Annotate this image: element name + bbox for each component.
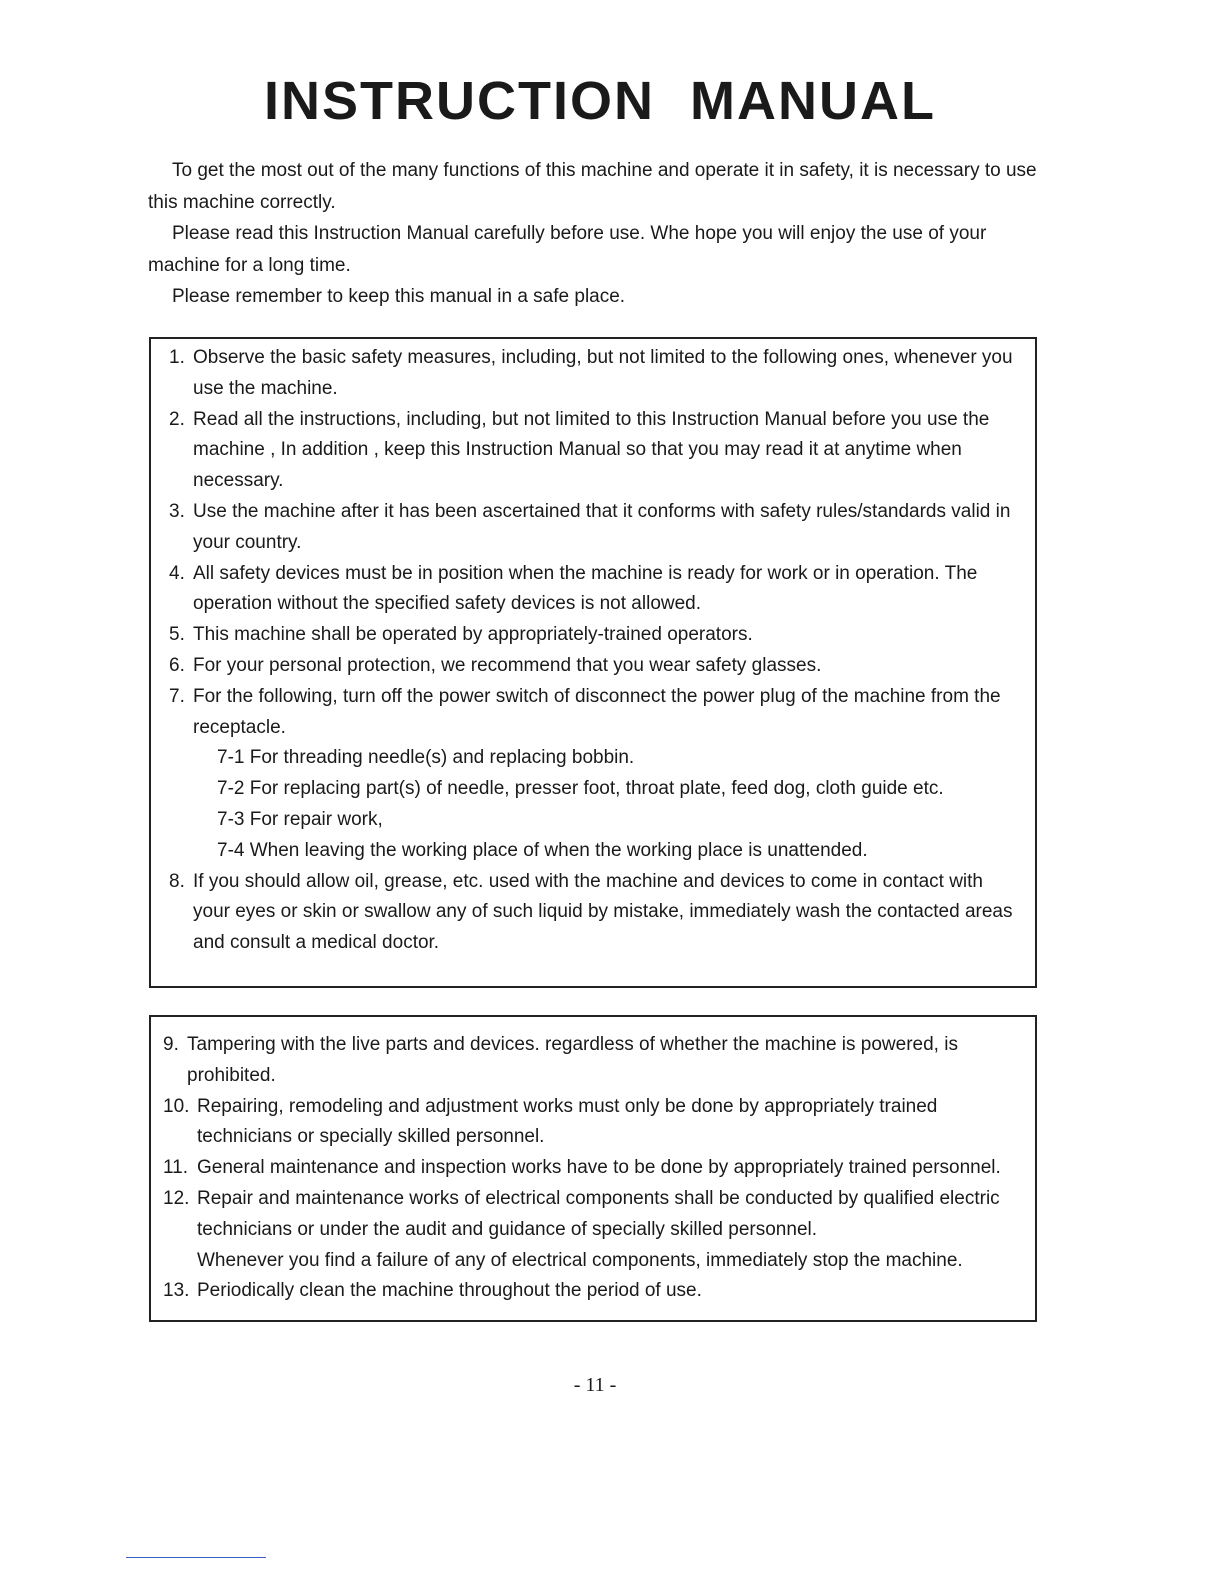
sub-item: 7-4 When leaving the working place of when the working place is unattended. [217, 839, 868, 861]
page-title: INSTRUCTION MANUAL [264, 71, 936, 131]
list-item [169, 343, 1023, 405]
item-text: For the following, turn off the power switch of disconnect the power plug of the machine from the receptacle. [193, 685, 1001, 738]
list-item [169, 651, 1023, 682]
page-number: - 11 - [573, 1374, 617, 1396]
item-text: Periodically clean the machine throughout the period of use. [197, 1280, 702, 1302]
intro-paragraph: To get the most out of the many functions of this machine and operate it in safety, it is necessary to use this machine correctly. [148, 160, 1037, 213]
list-item [163, 1030, 1023, 1092]
item-text: All safety devices must be in position when the machine is ready for work or in operation. The operation without the specified safety devices is not allowed. [193, 562, 978, 615]
item-number: 13. [163, 1280, 190, 1302]
list-item [169, 497, 1023, 559]
sub-item: 7-3 For repair work, [217, 808, 383, 830]
safety-box-1 [149, 337, 1037, 988]
item-text: Observe the basic safety measures, including, but not limited to the following ones, whenever you use the machine. [193, 347, 1013, 399]
intro-text [148, 155, 1040, 313]
list-item [169, 682, 1023, 867]
list-item [163, 1153, 1023, 1184]
item-text: Use the machine after it has been ascertained that it conforms with safety rules/standards valid in your country. [193, 500, 1011, 553]
item-number: 10. [163, 1095, 190, 1117]
list-item [169, 559, 1023, 621]
intro-paragraph: Please read this Instruction Manual carefully before use. Whe hope you will enjoy the use of your machine for a long time. [148, 223, 987, 276]
safety-box-2 [149, 1015, 1037, 1322]
list-item [169, 405, 1023, 497]
item-text: Tampering with the live parts and devices. regardless of whether the machine is powered, is prohibited. [187, 1034, 958, 1086]
list-item [163, 1184, 1023, 1276]
item-number: 1. [169, 347, 185, 368]
list-item [163, 1092, 1023, 1154]
item-text: For your personal protection, we recommend that you wear safety glasses. [193, 654, 822, 676]
item-text: Repair and maintenance works of electrical components shall be conducted by qualified electric technicians or under the audit and guidance of specially skilled personnel. [197, 1187, 1000, 1240]
item-text: If you should allow oil, grease, etc. used with the machine and devices to come in contact with your eyes or skin or swallow any of such liquid by mistake, immediately wash the contacted areas and consult a medical doctor. [193, 870, 1013, 954]
item-number: 7. [169, 685, 185, 707]
item-text-continued: Whenever you find a failure of any of electrical components, immediately stop the machine. [197, 1249, 963, 1271]
list-item [169, 620, 1023, 651]
item-number: 2. [169, 408, 185, 430]
item-number: 8. [169, 870, 185, 892]
item-text: Read all the instructions, including, but not limited to this Instruction Manual before you use the machine , In addition , keep this Instruction Manual so that you may read it at anytime when necessary. [193, 408, 990, 492]
item-number: 4. [169, 562, 185, 584]
item-text: General maintenance and inspection works have to be done by appropriately trained personnel. [197, 1157, 1001, 1179]
list-item [169, 867, 1023, 959]
bottom-rule [126, 1557, 266, 1558]
intro-paragraph: Please remember to keep this manual in a safe place. [172, 286, 626, 307]
sub-item: 7-1 For threading needle(s) and replacing bobbin. [217, 747, 635, 769]
item-text: Repairing, remodeling and adjustment works must only be done by appropriately trained technicians or specially skilled personnel. [197, 1095, 938, 1148]
item-number: 11. [163, 1157, 189, 1179]
item-text: This machine shall be operated by appropriately-trained operators. [193, 624, 753, 646]
item-number: 6. [169, 654, 185, 676]
sub-item: 7-2 For replacing part(s) of needle, presser foot, throat plate, feed dog, cloth guide etc. [217, 778, 944, 800]
item-number: 12. [163, 1187, 190, 1209]
item-number: 9. [163, 1034, 179, 1055]
list-item [163, 1276, 1023, 1307]
item-number: 5. [169, 624, 185, 646]
item-number: 3. [169, 500, 185, 522]
